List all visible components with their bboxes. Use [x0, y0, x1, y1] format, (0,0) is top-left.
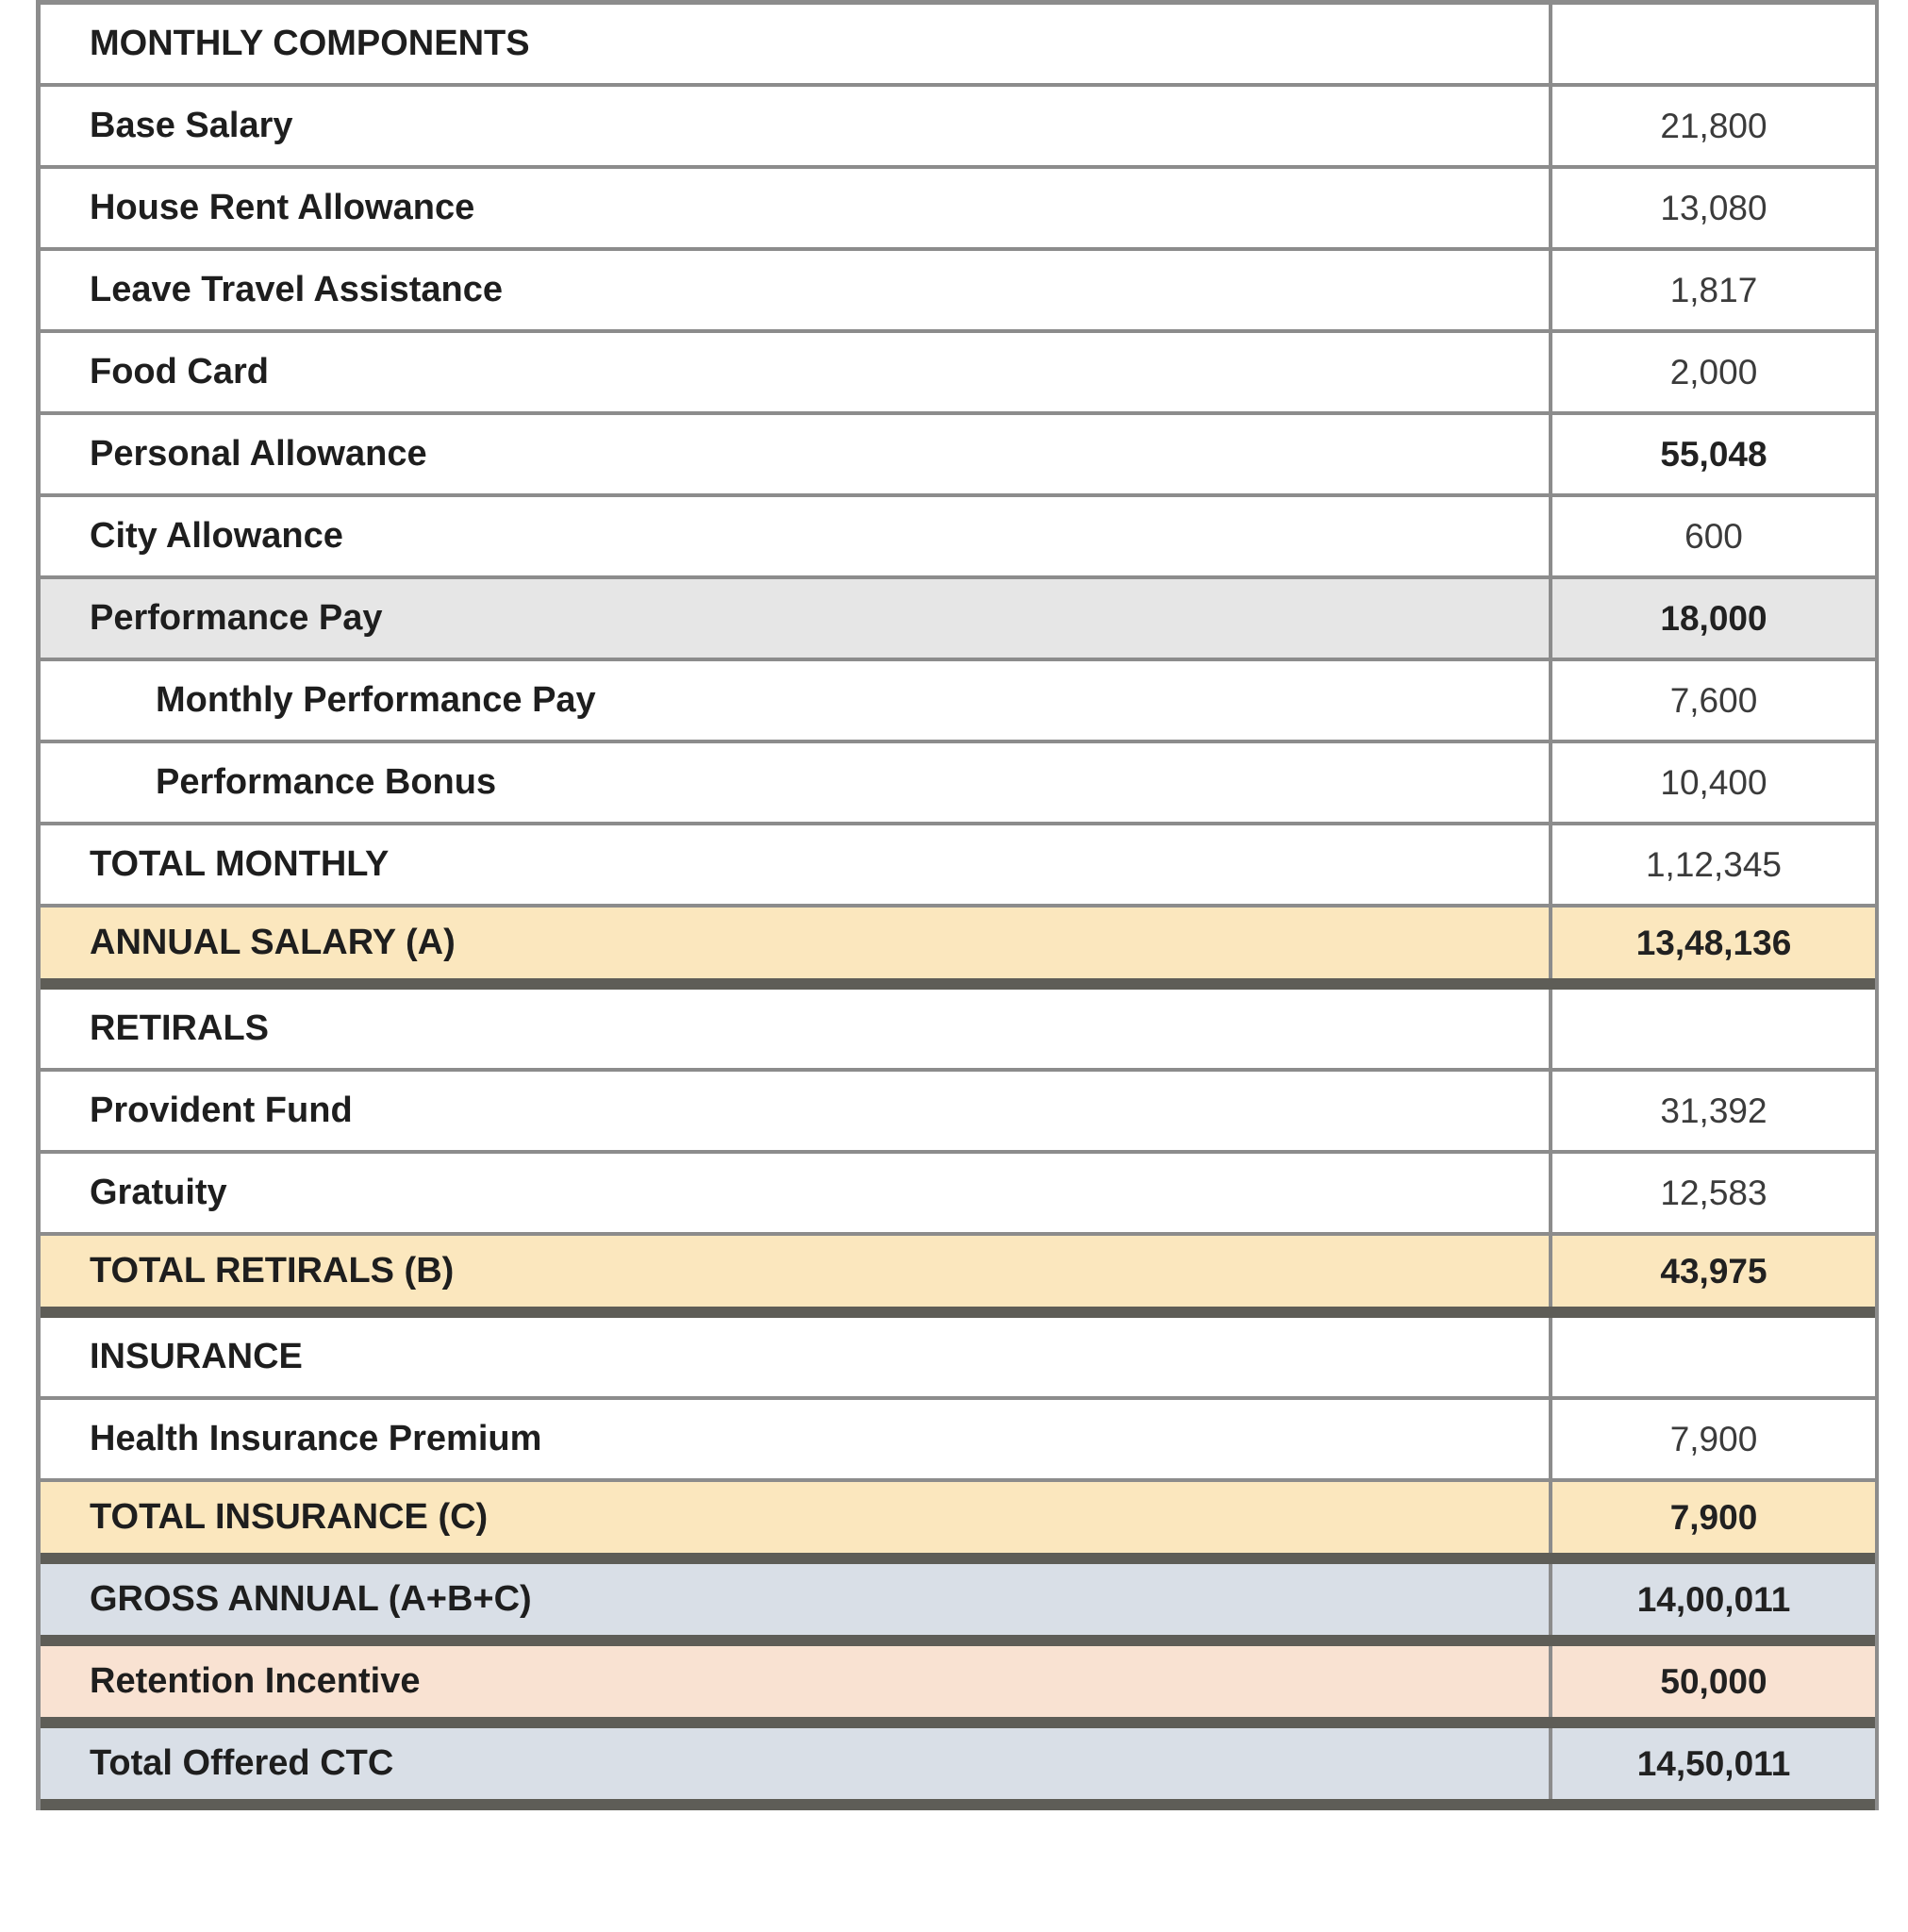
row-value: 7,900	[1549, 1482, 1875, 1553]
row-value: 18,000	[1549, 579, 1875, 658]
row-label: Performance Bonus	[156, 762, 497, 802]
table-row	[41, 497, 1875, 579]
table-row	[41, 1400, 1875, 1482]
table-row	[41, 1482, 1875, 1564]
table-row	[41, 251, 1875, 333]
section-header-row	[41, 990, 1875, 1072]
row-value: 2,000	[1549, 333, 1875, 411]
row-label: Food Card	[90, 352, 269, 391]
table-row	[41, 1072, 1875, 1154]
row-label: Leave Travel Assistance	[90, 270, 503, 309]
row-label: GROSS ANNUAL (A+B+C)	[90, 1579, 532, 1619]
row-label: Personal Allowance	[90, 434, 427, 474]
row-value: 1,12,345	[1549, 825, 1875, 904]
section-header-label: INSURANCE	[90, 1337, 303, 1376]
row-value: 21,800	[1549, 87, 1875, 165]
row-label: House Rent Allowance	[90, 188, 475, 227]
row-value: 10,400	[1549, 743, 1875, 822]
row-value: 1,817	[1549, 251, 1875, 329]
row-label: TOTAL RETIRALS (B)	[90, 1251, 455, 1291]
row-value: 13,48,136	[1549, 908, 1875, 978]
section-header-row	[41, 5, 1875, 87]
row-label: City Allowance	[90, 516, 343, 556]
row-label: Monthly Performance Pay	[156, 680, 596, 720]
table-row	[41, 1646, 1875, 1728]
row-value	[1549, 990, 1875, 1068]
row-value	[1549, 1318, 1875, 1396]
row-label: Retention Incentive	[90, 1661, 421, 1701]
table-row	[41, 1154, 1875, 1236]
table-row	[41, 579, 1875, 661]
table-row	[41, 169, 1875, 251]
row-value: 7,900	[1549, 1400, 1875, 1478]
row-value: 14,50,011	[1549, 1728, 1875, 1799]
section-header-label: MONTHLY COMPONENTS	[90, 24, 530, 63]
row-label: Total Offered CTC	[90, 1743, 394, 1783]
table-row	[41, 333, 1875, 415]
table-row	[41, 1236, 1875, 1318]
table-row	[41, 87, 1875, 169]
table-row	[41, 743, 1875, 825]
table-row	[41, 1564, 1875, 1646]
row-value: 12,583	[1549, 1154, 1875, 1232]
row-label: TOTAL INSURANCE (C)	[90, 1497, 489, 1537]
table-row	[41, 1728, 1875, 1810]
row-value: 7,600	[1549, 661, 1875, 740]
table-row	[41, 415, 1875, 497]
section-header-row	[41, 1318, 1875, 1400]
row-label: Gratuity	[90, 1173, 227, 1212]
row-label: Health Insurance Premium	[90, 1419, 542, 1458]
row-label: Provident Fund	[90, 1091, 353, 1130]
row-value	[1549, 5, 1875, 83]
row-label: Performance Pay	[90, 598, 383, 638]
table-row	[41, 661, 1875, 743]
row-value: 50,000	[1549, 1646, 1875, 1717]
salary-table	[36, 0, 1879, 1810]
row-label: ANNUAL SALARY (A)	[90, 923, 456, 962]
row-value: 55,048	[1549, 415, 1875, 493]
row-value: 14,00,011	[1549, 1564, 1875, 1635]
row-label: Base Salary	[90, 106, 293, 145]
table-row	[41, 825, 1875, 908]
row-value: 13,080	[1549, 169, 1875, 247]
row-label: TOTAL MONTHLY	[90, 844, 390, 884]
section-header-label: RETIRALS	[90, 1008, 269, 1048]
row-value: 43,975	[1549, 1236, 1875, 1307]
table-row	[41, 908, 1875, 990]
row-value: 31,392	[1549, 1072, 1875, 1150]
row-value: 600	[1549, 497, 1875, 575]
